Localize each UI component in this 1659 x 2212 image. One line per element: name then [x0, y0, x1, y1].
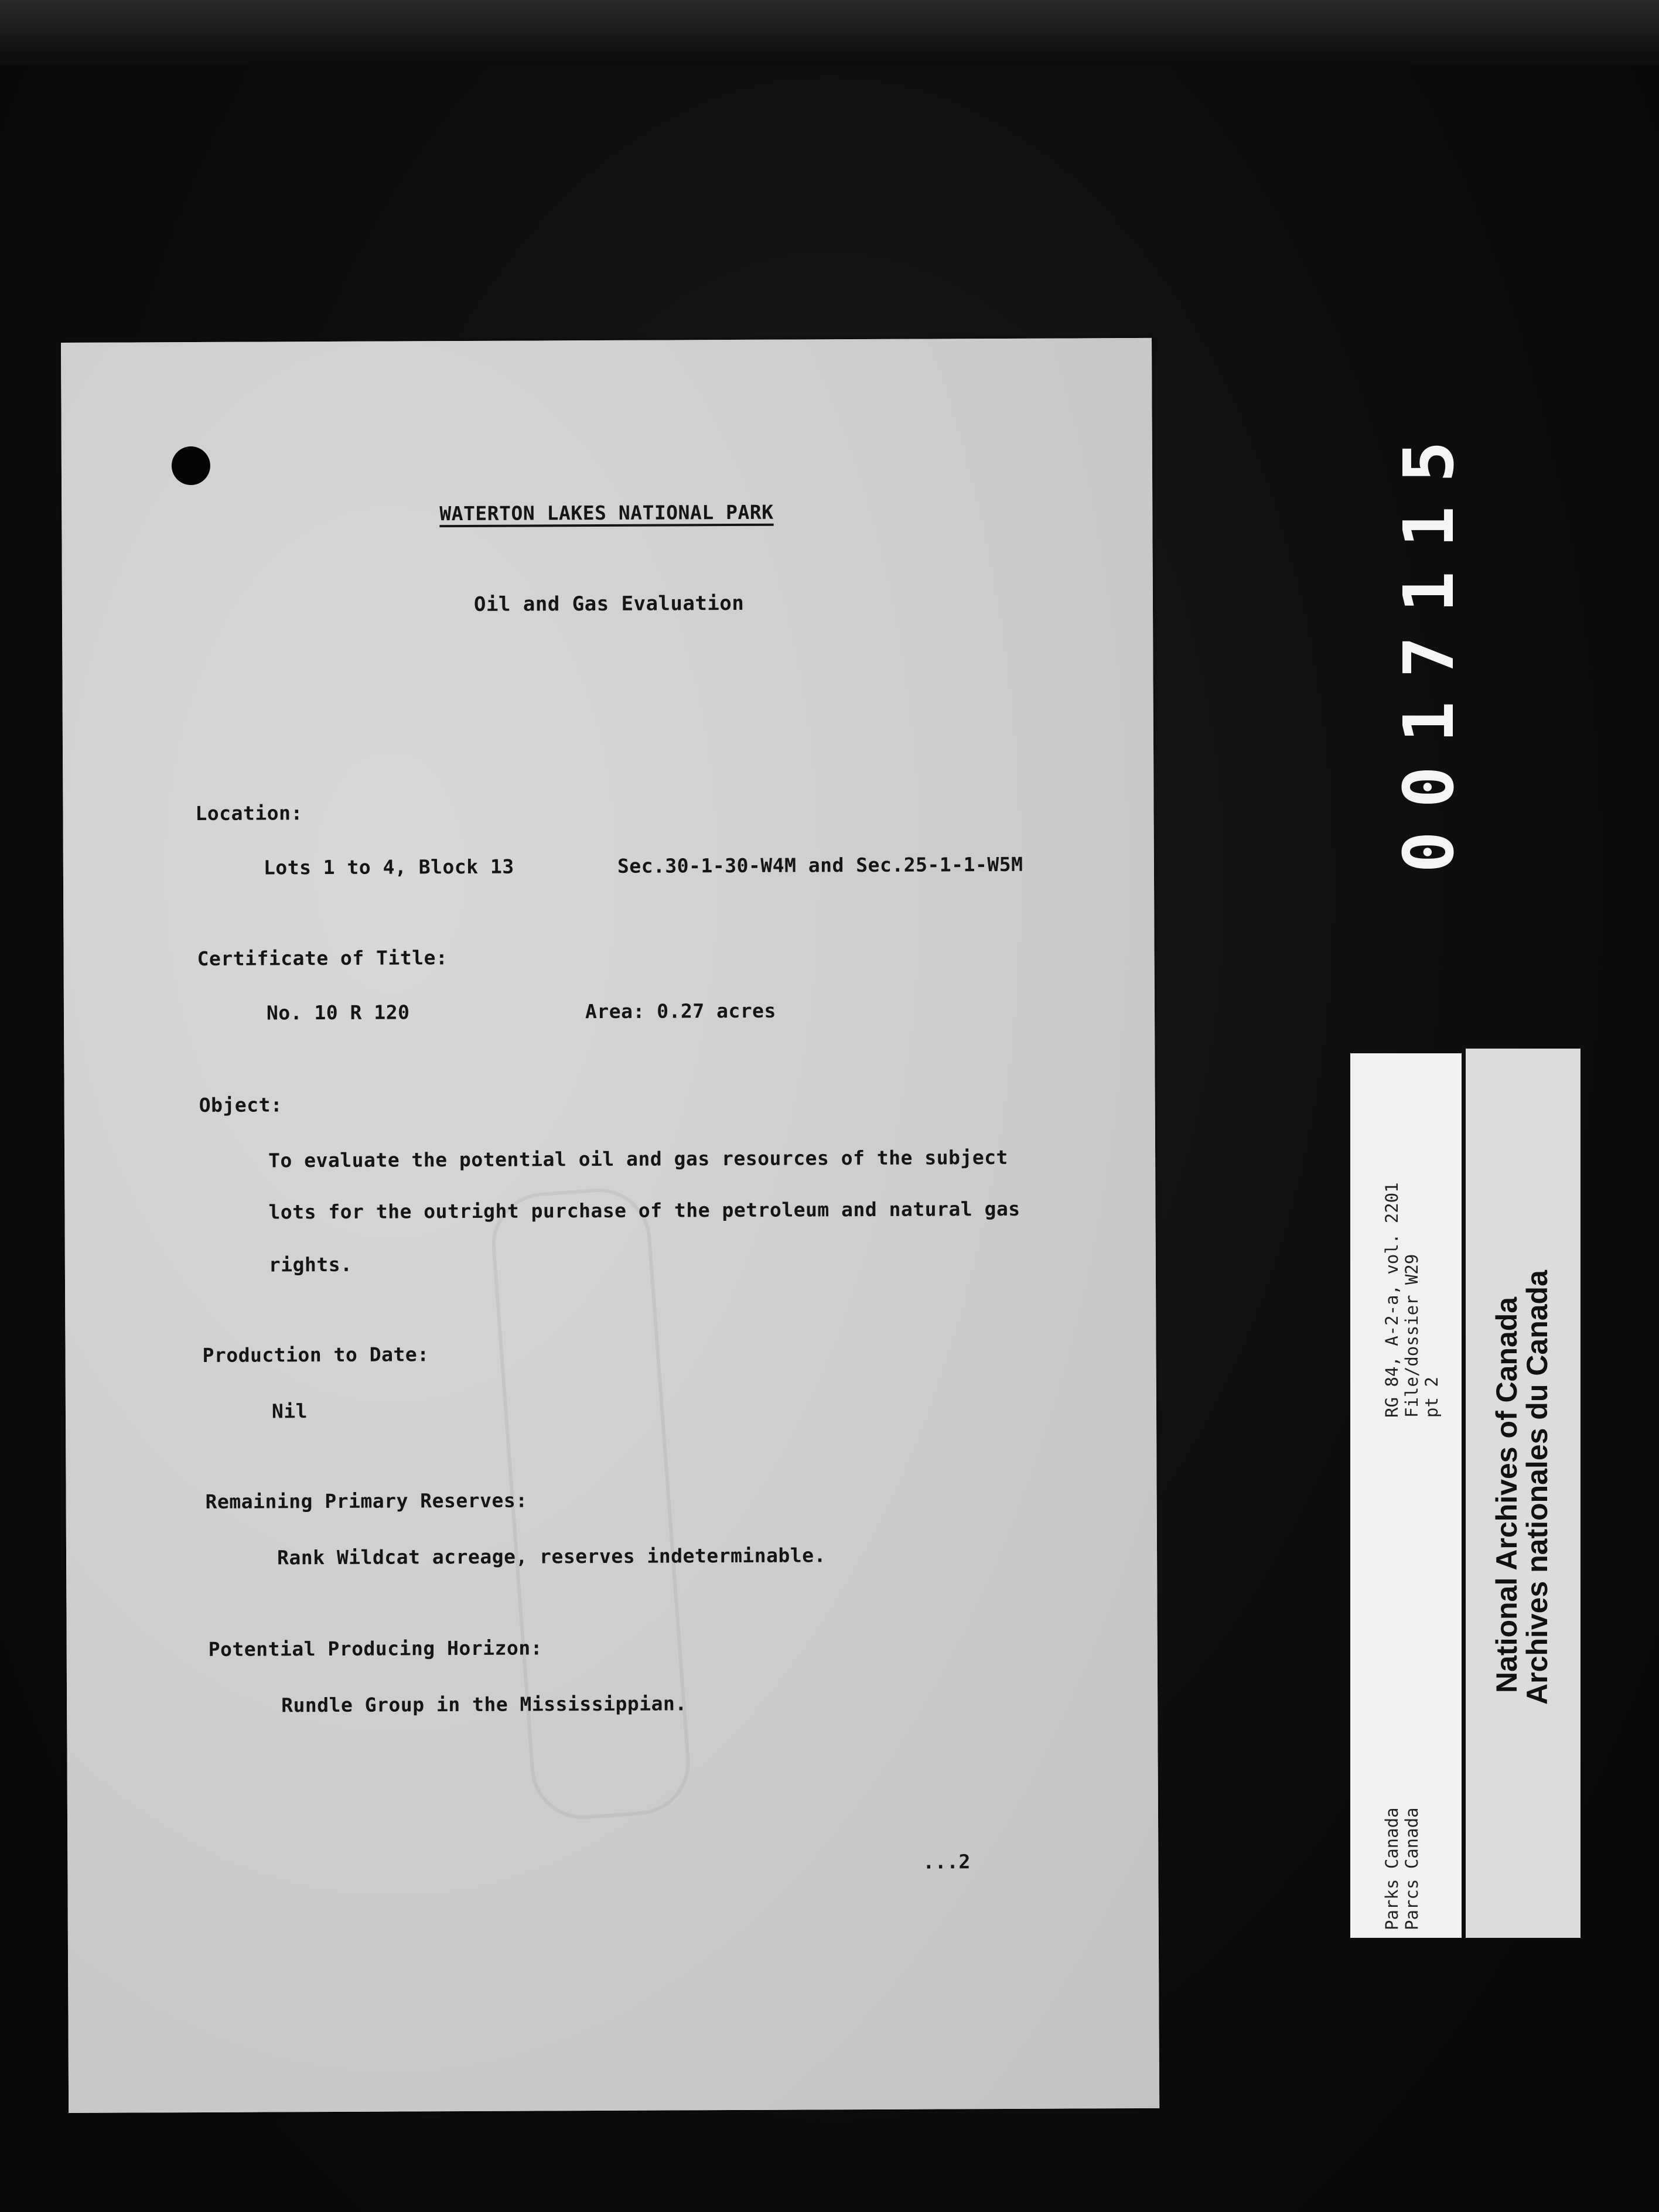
production-value: Nil [271, 1399, 308, 1423]
document-page [61, 338, 1159, 2113]
horizon-value: Rundle Group in the Mississippian. [281, 1692, 687, 1717]
horizon-heading: Potential Producing Horizon: [208, 1636, 543, 1661]
archives-name-fr: Archives nationales du Canada [1521, 1270, 1554, 1705]
reserves-value: Rank Wildcat acreage, reserves indeterminable. [276, 1544, 827, 1569]
object-line-3: rights. [268, 1252, 353, 1276]
production-heading: Production to Date: [202, 1343, 429, 1367]
object-line-2: lots for the outright purchase of the petroleum and natural gas [268, 1197, 1020, 1224]
location-heading: Location: [195, 801, 303, 825]
punch-hole [172, 446, 210, 485]
film-edge-band [0, 0, 1659, 64]
reserves-heading: Remaining Primary Reserves: [205, 1489, 528, 1513]
frame-number: 0017115 [1388, 417, 1469, 873]
certificate-number: No. 10 R 120 [266, 1001, 410, 1025]
page-continuation: ...2 [923, 1850, 971, 1873]
archive-reference-label [1350, 1053, 1462, 1938]
archive-reference-line-3: pt 2 [1422, 1377, 1442, 1418]
archive-reference-line-2: File/dossier W29 [1402, 1254, 1422, 1418]
certificate-area: Area: 0.27 acres [585, 999, 776, 1023]
archives-name-en: National Archives of Canada [1490, 1296, 1523, 1693]
agency-name-fr: Parcs Canada [1402, 1807, 1422, 1930]
location-sections: Sec.30-1-30-W4M and Sec.25-1-1-W5M [617, 852, 1023, 878]
document-title: WATERTON LAKES NATIONAL PARK [439, 500, 774, 525]
document-subtitle: Oil and Gas Evaluation [473, 591, 745, 616]
object-heading: Object: [199, 1093, 283, 1117]
agency-name-en: Parks Canada [1382, 1807, 1402, 1930]
object-line-1: To evaluate the potential oil and gas resources of the subject [268, 1145, 1008, 1172]
certificate-heading: Certificate of Title: [197, 946, 448, 970]
archive-reference-line-1: RG 84, A-2-a, vol. 2201 [1382, 1182, 1402, 1418]
location-lots: Lots 1 to 4, Block 13 [263, 855, 514, 879]
